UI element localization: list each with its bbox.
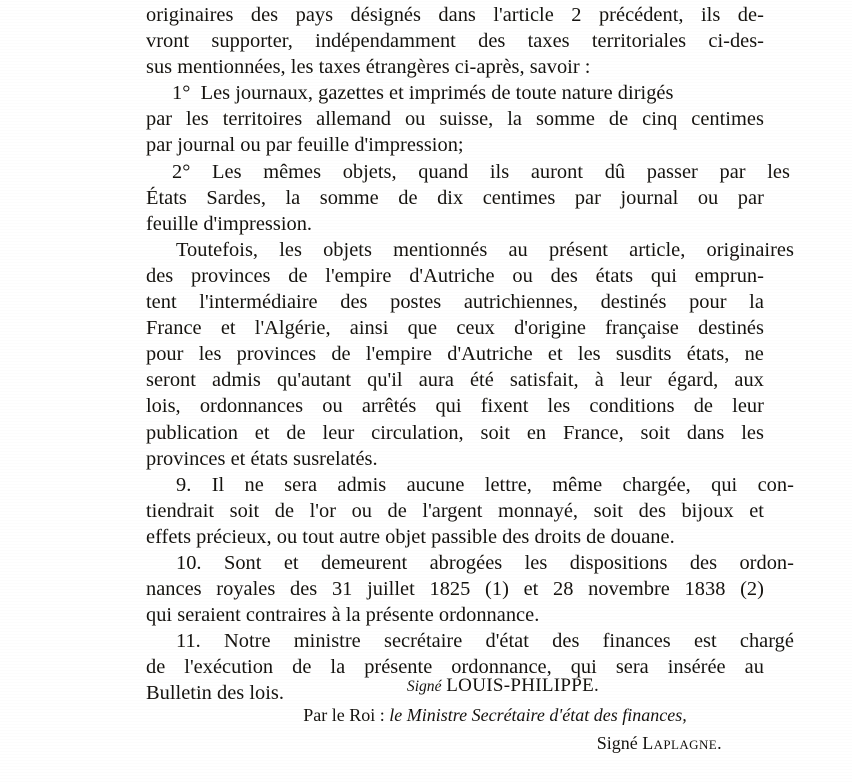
word: sera [284, 473, 318, 496]
word: novembre [588, 578, 670, 601]
text-line: par journal ou par feuille d'impression; [146, 134, 464, 157]
word: de [274, 499, 295, 522]
word: autrichiennes, [463, 291, 578, 314]
word: quand [418, 160, 469, 183]
paragraph-article-9 [146, 472, 794, 550]
word: même [552, 473, 603, 496]
word: de [288, 264, 308, 287]
word: France, [562, 421, 624, 444]
word: admis [337, 473, 387, 496]
word: 9. [176, 473, 192, 496]
signature-prefix-minister: Signé [596, 733, 638, 753]
word: d'Autriche [447, 343, 533, 366]
paragraph-article-10 [146, 550, 794, 628]
word: circulation, [371, 421, 464, 444]
word: article, [629, 238, 686, 261]
word: ne [744, 343, 764, 366]
word: été [469, 369, 494, 392]
text-line [146, 237, 794, 263]
word: originaires [146, 4, 234, 26]
word: tent [146, 291, 177, 314]
word: passer [646, 160, 698, 183]
word: pour [689, 291, 727, 314]
text-line [146, 263, 764, 289]
word: soit [229, 499, 260, 522]
text-line [146, 289, 764, 315]
word: ne [244, 473, 264, 496]
word: et [547, 343, 563, 366]
word: soit [480, 421, 511, 444]
word: ou [322, 395, 343, 418]
word: et [523, 578, 539, 601]
text-line [146, 185, 764, 211]
word: leur [322, 421, 355, 444]
word: les [186, 108, 209, 131]
word: les [198, 343, 222, 366]
word: Sont [223, 551, 262, 574]
word: l'argent [422, 499, 483, 522]
word: cinq [642, 108, 678, 131]
word: postes [390, 291, 442, 314]
word: ainsi [349, 317, 389, 340]
word: destinés [698, 317, 764, 340]
text-line [146, 159, 790, 185]
word: qui [435, 395, 462, 418]
word: 28 [553, 578, 574, 601]
word: française [605, 317, 679, 340]
word: Sardes, [206, 186, 266, 209]
word: 1825 [429, 578, 471, 601]
word: royales [216, 578, 276, 601]
signature-block [146, 672, 764, 757]
word: supporter, [211, 30, 293, 53]
word: ordon- [739, 551, 794, 574]
minister-title: le Ministre Secrétaire d'état des finances, [389, 705, 687, 725]
word: allemand [316, 108, 392, 131]
word: insérée [667, 656, 726, 679]
word: soit [640, 421, 671, 444]
word: Il [211, 473, 225, 496]
word: provinces [191, 264, 271, 287]
signature-line-king [146, 672, 764, 701]
signature-name-minister: Laplagne. [642, 733, 722, 753]
word: conditions [589, 395, 675, 418]
word: l'Algérie, [254, 317, 331, 340]
word: chargé [739, 630, 794, 653]
word: les [741, 421, 764, 444]
word: par [737, 186, 764, 209]
word: soit [593, 499, 624, 522]
text-line: provinces et états susrelatés. [146, 447, 378, 470]
text-line [146, 472, 794, 498]
word: de [387, 499, 407, 522]
text-line: Bulletin des lois. [146, 682, 284, 705]
word: abrogées [429, 551, 503, 574]
word: ou [697, 186, 719, 209]
paragraph-item-2 [146, 159, 790, 237]
word: demeurent [320, 551, 408, 574]
text-line: 1° Les journaux, gazettes et imprimés de toute nature dirigés [172, 82, 674, 105]
word: l'or [309, 499, 337, 522]
word: en [526, 421, 547, 444]
text-line [146, 420, 764, 446]
word: 31 [331, 578, 353, 601]
word: Toutefois, [176, 238, 259, 261]
text-line [146, 498, 764, 524]
word: satisfait, [509, 369, 579, 392]
word: États [146, 186, 187, 209]
word: nances [146, 578, 202, 601]
word: finances [602, 630, 671, 653]
word: (1) [485, 578, 509, 601]
word: ou [404, 108, 426, 131]
word: journal [620, 186, 679, 209]
word: territoriales [591, 30, 687, 53]
word: au [744, 656, 764, 679]
word: des [478, 30, 506, 53]
word: présente [364, 656, 433, 679]
word: précédent, [598, 4, 684, 26]
word: à [594, 369, 604, 392]
word: de- [737, 4, 764, 26]
word: originaires [706, 238, 794, 261]
word: des [146, 264, 174, 287]
word: dans [438, 4, 476, 26]
word: des [552, 630, 580, 653]
word: la [749, 291, 764, 314]
word: désignés [350, 4, 421, 26]
word: ou [351, 499, 372, 522]
word: ceux [456, 317, 495, 340]
word: ministre [293, 630, 361, 653]
word: sera [615, 656, 649, 679]
text-line: feuille d'impression. [146, 212, 313, 235]
word: tiendrait [146, 499, 215, 522]
word: aucune [406, 473, 465, 496]
text-line [146, 106, 764, 132]
word: ci-des- [708, 30, 764, 53]
word: secrétaire [383, 630, 463, 653]
word: l'exécution [184, 656, 274, 679]
word: de [398, 186, 418, 209]
word: aura [418, 369, 454, 392]
word: des [290, 578, 318, 601]
word: arrêtés [361, 395, 417, 418]
paragraph-item-1 [146, 80, 764, 158]
word: pour [146, 343, 184, 366]
signature-prefix: Signé [406, 678, 442, 695]
word: des [638, 499, 666, 522]
word: la [507, 108, 523, 131]
word: d'état [485, 630, 529, 653]
word: emprun- [694, 264, 764, 287]
text-line [146, 393, 764, 419]
by-the-king-prefix: Par le Roi : [303, 705, 385, 725]
word: qu'autant [276, 369, 352, 392]
word: France [146, 317, 202, 340]
text-line [146, 628, 794, 654]
word: par [146, 108, 173, 131]
word: les [279, 238, 302, 261]
word: auront [530, 160, 584, 183]
word: vront [146, 30, 190, 53]
text-column [146, 2, 794, 707]
word: somme [535, 108, 595, 131]
word: provinces [236, 343, 317, 366]
word: somme [319, 186, 379, 209]
word: ou [512, 264, 533, 287]
word: ils [489, 160, 510, 183]
word: dix [437, 186, 464, 209]
word: seront [146, 369, 196, 392]
word: qui [570, 656, 597, 679]
word: de [286, 421, 306, 444]
word: qui [711, 473, 738, 496]
word: d'Autriche [409, 264, 495, 287]
word: l'empire [325, 264, 392, 287]
word: par [719, 160, 746, 183]
text-line [146, 550, 794, 576]
word: suisse, [439, 108, 494, 131]
word: dans [686, 421, 725, 444]
word: et [254, 421, 270, 444]
text-line: qui seraient contraires à la présente ordonnance. [146, 604, 540, 627]
signature-name-king: LOUIS-PHILIPPE. [446, 675, 600, 696]
word: et [283, 551, 299, 574]
word: 2° [172, 160, 191, 183]
word: Notre [224, 630, 271, 653]
word: publication [146, 421, 238, 444]
word: chargée, [622, 473, 691, 496]
word: bijoux [681, 499, 734, 522]
word: la [285, 186, 301, 209]
word: 2 [571, 4, 582, 26]
paragraph-toutefois [146, 237, 794, 472]
word: des [550, 264, 578, 287]
word: qui [650, 264, 677, 287]
text-line [146, 341, 764, 367]
word: admis [212, 369, 261, 392]
word: dû [604, 160, 626, 183]
word: de [608, 108, 629, 131]
word: les [547, 395, 571, 418]
text-line [146, 28, 764, 54]
word: leur [619, 369, 652, 392]
word: lois, [146, 395, 181, 418]
text-line [146, 315, 764, 341]
word: est [693, 630, 717, 653]
word: l'article [493, 4, 554, 26]
word: objets [323, 238, 372, 261]
word: d'origine [514, 317, 586, 340]
word: 1838 [684, 578, 726, 601]
word: et [749, 499, 764, 522]
word: mêmes [263, 160, 322, 183]
word: pays [295, 4, 334, 26]
text-line: effets précieux, ou tout autre objet passible des droits de douane. [146, 525, 675, 548]
word: destinés [600, 291, 667, 314]
word: des [250, 4, 279, 26]
word: (2) [740, 578, 764, 601]
word: de [146, 656, 166, 679]
word: Les [212, 160, 242, 183]
signature-line-by-the-king [146, 701, 764, 729]
word: qu'il [367, 369, 403, 392]
word: l'intermédiaire [199, 291, 318, 314]
paragraph-continuation [146, 2, 764, 80]
word: taxes [527, 30, 570, 53]
word: monnayé, [498, 499, 579, 522]
word: centimes [482, 186, 556, 209]
word: par [574, 186, 601, 209]
word: ils [700, 4, 721, 26]
word: mentionnés [393, 238, 488, 261]
word: et [220, 317, 236, 340]
word: présent [548, 238, 608, 261]
word: ordonnance, [451, 656, 552, 679]
word: ordonnances [199, 395, 304, 418]
signature-line-minister [146, 729, 764, 757]
word: aux [734, 369, 764, 392]
text-line [146, 576, 764, 602]
word: de [693, 395, 713, 418]
word: dispositions [569, 551, 668, 574]
text-line [146, 2, 764, 28]
word: de [331, 343, 351, 366]
word: lettre, [484, 473, 532, 496]
word: fixent [480, 395, 529, 418]
text-line [146, 367, 764, 393]
word: la [330, 656, 346, 679]
word: les [524, 551, 548, 574]
word: l'empire [365, 343, 432, 366]
word: 11. [176, 630, 201, 653]
word: états, [686, 343, 730, 366]
word: 10. [176, 551, 202, 574]
word: les [577, 343, 601, 366]
word: au [508, 238, 528, 261]
word: leur [732, 395, 764, 418]
word: états [595, 264, 634, 287]
word: susdits [615, 343, 672, 366]
word: égard, [667, 369, 719, 392]
word: des [340, 291, 368, 314]
word: indépendamment [315, 30, 456, 53]
word: les [767, 160, 790, 183]
word: des [689, 551, 718, 574]
word: objets, [342, 160, 397, 183]
word: de [292, 656, 312, 679]
word: que [407, 317, 438, 340]
word: centimes [691, 108, 764, 131]
word: juillet [367, 578, 415, 601]
word: con- [757, 473, 794, 496]
word: territoires [222, 108, 303, 131]
text-line: sus mentionnées, les taxes étrangères ci-après, savoir : [146, 56, 591, 79]
